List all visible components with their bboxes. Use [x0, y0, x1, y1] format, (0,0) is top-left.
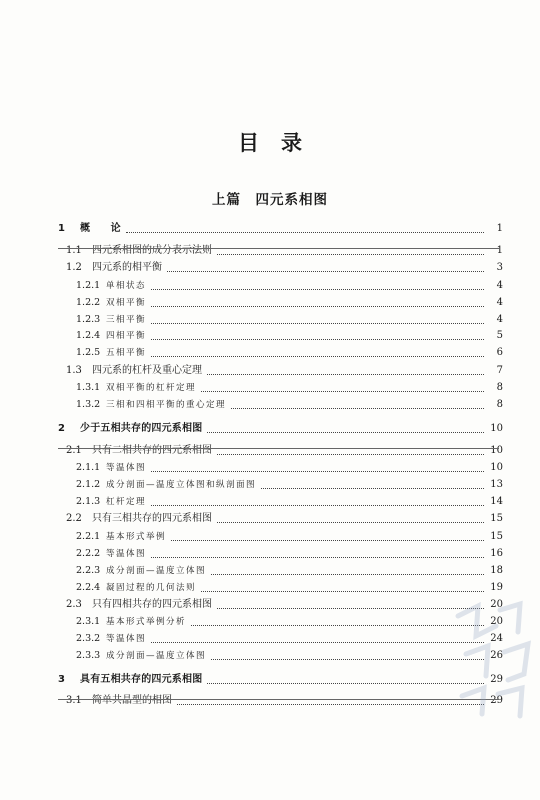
toc-entry-title: 四元系相图的成分表示法则: [92, 245, 212, 256]
dot-leader: [151, 505, 484, 506]
dot-leader: [151, 289, 484, 290]
toc-entry-number: 2.3: [66, 599, 82, 610]
toc-entry-number: 2.2.4: [76, 582, 101, 593]
toc-entry-page: 13: [490, 479, 503, 490]
toc-entry[interactable]: [76, 647, 540, 663]
toc-entry[interactable]: [58, 671, 540, 687]
toc-entry-page: 19: [490, 582, 503, 593]
toc-entry[interactable]: [76, 579, 540, 595]
dot-leader: [151, 356, 484, 357]
toc-entry-number: 3.1: [66, 695, 82, 706]
toc-entry-page: 29: [490, 674, 503, 685]
toc-entry[interactable]: [76, 379, 540, 395]
toc-entry[interactable]: [76, 294, 540, 310]
toc-entry-number: 1.2.4: [76, 330, 101, 341]
toc-entry-number: 2.2.1: [76, 531, 101, 542]
toc-entry-number: 1.1: [66, 245, 82, 256]
dot-leader: [191, 625, 484, 626]
toc-entry-page: 1: [496, 223, 503, 234]
toc-entry[interactable]: [66, 259, 540, 275]
toc-entry[interactable]: [66, 596, 540, 612]
toc-entry-title: 双相平衡: [106, 298, 147, 308]
toc-entry-page: 18: [490, 565, 503, 576]
toc-entry[interactable]: [76, 311, 540, 327]
toc-entry[interactable]: [76, 562, 540, 578]
toc-entry[interactable]: [58, 420, 540, 436]
toc-entry-title: 基本形式举例: [106, 532, 167, 542]
toc-entry[interactable]: [76, 493, 540, 509]
toc-entry[interactable]: [66, 692, 540, 708]
toc-entry-title: 成分剖面—温度立体图和纵剖面图: [106, 480, 257, 490]
toc-entry-page: 10: [490, 462, 503, 473]
toc-entry-page: 14: [490, 496, 503, 507]
toc-entry-page: 24: [490, 633, 503, 644]
toc-entry[interactable]: [76, 528, 540, 544]
dot-leader: [151, 471, 484, 472]
dot-leader: [217, 254, 484, 255]
dot-leader: [207, 374, 484, 375]
toc-entry-title: 少于五相共存的四元系相图: [80, 423, 203, 434]
toc-entry-title: 单相状态: [106, 281, 147, 291]
toc-entry[interactable]: [66, 362, 540, 378]
toc-entry-number: 2.1.3: [76, 496, 101, 507]
toc-entry[interactable]: [76, 344, 540, 360]
toc-entry-page: 7: [496, 365, 503, 376]
toc-entry-page: 8: [496, 382, 503, 393]
toc-entry-title: 只有四相共存的四元系相图: [92, 599, 212, 610]
toc-entry-title: 等温体图: [106, 549, 147, 559]
toc-entry[interactable]: [76, 613, 540, 629]
toc-entry-page: 16: [490, 548, 503, 559]
dot-leader: [167, 271, 484, 272]
toc-entry-number: 1.2.3: [76, 314, 101, 325]
section-divider: [58, 248, 499, 249]
toc-entry-title: 等温体图: [106, 634, 147, 644]
toc-entry-page: 20: [490, 616, 503, 627]
toc-entry-title: 四元系的相平衡: [92, 262, 162, 273]
toc-entry-title: 概 论: [80, 223, 121, 234]
toc-entry-number: 2.2.3: [76, 565, 101, 576]
toc-entry-number: 2.3.3: [76, 650, 101, 661]
toc-entry-title: 三相和四相平衡的重心定理: [106, 400, 227, 410]
toc-entry-number: 1.2.1: [76, 280, 101, 291]
dot-leader: [217, 522, 484, 523]
toc-entry-page: 10: [490, 423, 503, 434]
toc-heading: 目录: [238, 131, 324, 155]
dot-leader: [151, 642, 484, 643]
toc-entry[interactable]: [76, 476, 540, 492]
dot-leader: [261, 488, 484, 489]
dot-leader: [151, 323, 484, 324]
toc-entry-page: 29: [490, 695, 503, 706]
toc-entry-title: 凝固过程的几何法则: [106, 583, 197, 593]
toc-entry-title: 等温体图: [106, 463, 147, 473]
toc-entry-page: 10: [490, 445, 503, 456]
toc-entry-title: 五相平衡: [106, 348, 147, 358]
toc-entry-number: 2.2: [66, 513, 82, 524]
toc-entry-page: 8: [496, 399, 503, 410]
toc-entry[interactable]: [76, 459, 540, 475]
toc-entry-number: 1.2.5: [76, 347, 101, 358]
toc-entry-number: 2.1: [66, 445, 82, 456]
toc-entry-page: 4: [496, 314, 503, 325]
toc-entry-title: 基本形式举例分析: [106, 617, 187, 627]
toc-entry[interactable]: [66, 242, 540, 258]
toc-entry[interactable]: [76, 545, 540, 561]
toc-entry-page: 5: [496, 330, 503, 341]
dot-leader: [217, 454, 484, 455]
toc-entry[interactable]: [66, 510, 540, 526]
toc-entry-number: 1.3.1: [76, 382, 101, 393]
dot-leader: [126, 232, 484, 233]
toc-entry-title: 成分剖面—温度立体图: [106, 651, 207, 661]
toc-entry[interactable]: [76, 327, 540, 343]
toc-entry-number: 1.2.2: [76, 297, 101, 308]
toc-entry-number: 2.1.1: [76, 462, 101, 473]
dot-leader: [151, 306, 484, 307]
dot-leader: [207, 683, 484, 684]
toc-entry[interactable]: [58, 220, 540, 236]
part-title: 上篇 四元系相图: [212, 192, 328, 208]
dot-leader: [231, 408, 484, 409]
toc-entry-page: 4: [496, 280, 503, 291]
toc-entry[interactable]: [66, 442, 540, 458]
toc-entry-number: 2.3.2: [76, 633, 101, 644]
toc-entry-number: 2.1.2: [76, 479, 101, 490]
toc-entry[interactable]: [76, 396, 540, 412]
toc-entry-title: 杠杆定理: [106, 497, 147, 507]
dot-leader: [151, 339, 484, 340]
toc-entry-number: 3: [58, 674, 65, 685]
toc-entry-number: 1.3: [66, 365, 82, 376]
toc-entry-number: 1.2: [66, 262, 82, 273]
section-divider: [58, 699, 499, 700]
toc-entry-page: 6: [496, 347, 503, 358]
toc-entry-page: 20: [490, 599, 503, 610]
toc-entry-title: 成分剖面—温度立体图: [106, 566, 207, 576]
toc-entry-page: 26: [490, 650, 503, 661]
toc-entry-title: 只有二相共存的四元系相图: [92, 445, 212, 456]
dot-leader: [207, 432, 484, 433]
toc-entry-title: 四元系的杠杆及重心定理: [92, 365, 202, 376]
toc-entry-title: 四相平衡: [106, 331, 147, 341]
dot-leader: [211, 574, 484, 575]
dot-leader: [151, 557, 484, 558]
dot-leader: [211, 659, 484, 660]
toc-entry-number: 2: [58, 423, 65, 434]
dot-leader: [201, 391, 484, 392]
dot-leader: [171, 540, 484, 541]
toc-entry-title: 只有三相共存的四元系相图: [92, 513, 212, 524]
toc-entry-page: 4: [496, 297, 503, 308]
toc-entry-title: 三相平衡: [106, 315, 147, 325]
toc-entry-page: 3: [496, 262, 503, 273]
toc-entry-title: 具有五相共存的四元系相图: [80, 674, 203, 685]
dot-leader: [217, 608, 484, 609]
toc-entry-page: 1: [496, 245, 503, 256]
toc-entry-number: 1: [58, 223, 65, 234]
toc-entry-number: 2.2.2: [76, 548, 101, 559]
toc-entry-number: 2.3.1: [76, 616, 101, 627]
section-divider: [58, 448, 499, 449]
dot-leader: [177, 704, 484, 705]
toc-entry-title: 双相平衡的杠杆定理: [106, 383, 197, 393]
toc-entry-title: 简单共晶型的相图: [92, 695, 172, 706]
dot-leader: [201, 591, 484, 592]
toc-entry-page: 15: [490, 513, 503, 524]
toc-entry-number: 1.3.2: [76, 399, 101, 410]
toc-entry[interactable]: [76, 277, 540, 293]
toc-entry-page: 15: [490, 531, 503, 542]
toc-entry[interactable]: [76, 630, 540, 646]
